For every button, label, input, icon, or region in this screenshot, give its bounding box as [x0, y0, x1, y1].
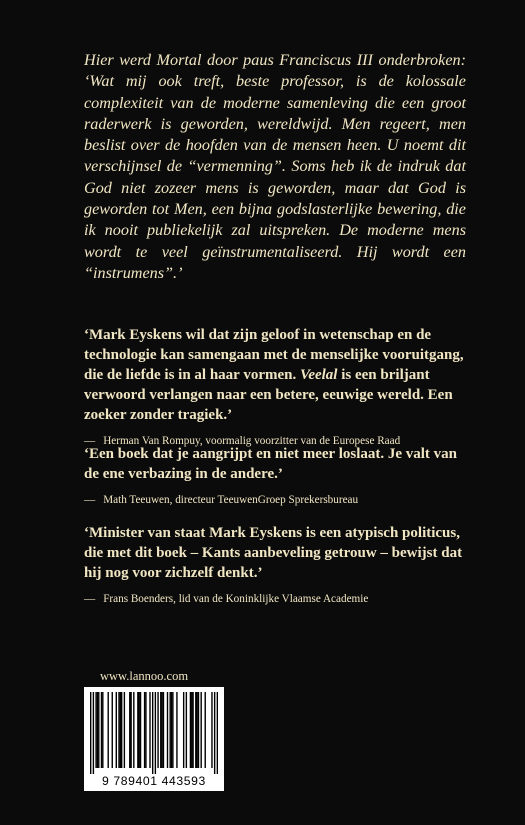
barcode-bar: [163, 692, 164, 768]
barcode-bar: [137, 692, 138, 768]
blurb-boenders: [84, 524, 474, 606]
barcode-bar: [171, 692, 172, 768]
barcode-bar: [198, 692, 199, 768]
barcode-bar: [196, 692, 197, 768]
barcode-bar: [139, 692, 140, 768]
blurb-quote-part: ‘Mark Eyskens wil dat zijn geloof in wetenschap en de technologie kan samengaan met de menselijke vooruitgang, die de liefde is in al haar vormen.: [84, 327, 464, 383]
blurb-quote: ‘Minister van staat Mark Eyskens is een atypisch politicus, die met dit boek – Kants aanbeveling getrouw – bewijst dat hij nog voor zichzelf denkt.’: [84, 525, 463, 581]
barcode-bar: [172, 692, 173, 768]
barcode-bar: [101, 692, 102, 768]
barcode-bar: [120, 692, 121, 768]
barcode-bars: [90, 692, 218, 774]
attribution-dash: —: [84, 434, 96, 447]
barcode-bar: [195, 692, 196, 768]
barcode-bar: [116, 692, 117, 768]
barcode-bar: [192, 692, 193, 768]
barcode-bar: [102, 692, 103, 768]
blurb-quote: [84, 326, 474, 426]
barcode-bar: [112, 692, 113, 768]
barcode-bar: [190, 692, 191, 768]
barcode-bar: [152, 692, 153, 774]
barcode-bar: [160, 692, 161, 768]
barcode-bar: [121, 692, 122, 768]
barcode-bar: [95, 692, 96, 768]
barcode-bar: [186, 692, 187, 768]
barcode-bar: [129, 692, 130, 768]
barcode-bar: [118, 692, 119, 768]
barcode-bar: [169, 692, 170, 768]
blurb-quote: ‘Een boek dat je aangrijpt en niet meer loslaat. Je valt van de ene verbazing in de andere.’: [84, 446, 458, 482]
barcode-bar: [183, 692, 184, 768]
barcode-bar: [93, 692, 94, 774]
barcode-bar: [155, 692, 156, 774]
barcode-bar: [97, 692, 98, 768]
blurb-attribution: [84, 493, 474, 507]
barcode-bar: [211, 692, 212, 768]
barcode-bar: [145, 692, 146, 768]
attribution-dash: —: [84, 493, 96, 506]
barcode-bar: [200, 692, 201, 768]
isbn-barcode: [84, 687, 224, 791]
barcode-bar: [124, 692, 125, 768]
blurb-teeuwen: [84, 445, 474, 507]
barcode-bar: [140, 692, 141, 768]
attribution-name: Frans Boenders, lid van de Koninklijke Vlaamse Academie: [103, 592, 369, 605]
blurb-attribution: [84, 592, 474, 606]
publisher-website: www.lannoo.com: [100, 669, 189, 683]
barcode-bar: [144, 692, 145, 768]
barcode-bar: [167, 692, 168, 768]
barcode-bar: [176, 692, 177, 768]
barcode-bar: [217, 692, 218, 774]
barcode-bar: [149, 692, 150, 768]
barcode-bar: [161, 692, 162, 768]
barcode-bar: [98, 692, 99, 768]
attribution-name: Herman Van Rompuy, voormalig voorzitter van de Europese Raad: [103, 434, 401, 447]
attribution-name: Math Teeuwen, directeur TeeuwenGroep Sprekersbureau: [103, 493, 359, 506]
attribution-dash: —: [84, 592, 96, 605]
isbn-number: 9 789401 443593: [102, 774, 206, 788]
barcode-bar: [90, 692, 91, 774]
barcode-bar: [108, 692, 109, 768]
book-title-emphasis: Veelal: [299, 366, 338, 383]
barcode-bar: [214, 692, 215, 774]
barcode-bar: [191, 692, 192, 768]
barcode-bar: [130, 692, 131, 768]
barcode-bar: [133, 692, 134, 768]
barcode-bar: [157, 692, 158, 768]
blurb-quote-part: is een briljant verwoord verlangen naar een betere, eeuwige wereld. Een zoeker zonder tragiek.’: [84, 366, 453, 423]
barcode-bar: [205, 692, 206, 768]
blurb-van-rompuy: [84, 326, 474, 448]
intro-excerpt: Hier werd Mortal door paus Franciscus III onderbroken: ‘Wat mij ook treft, beste professor, is de kolossale complexiteit van de moderne samenleving die een groot raderwerk is geworden, wereldwijd. Men regeert, men beslist over de hoofden van de mensen heen. U noemt dit verschijnsel de “vermenning”. Soms heb ik de indruk dat God niet zozeer mens is geworden, maar dat God is geworden tot Men, een bijna godslasterlijke bewering, die ik nooit publiekelijk zal uitspreken. De moderne mens wordt te veel geïnstrumentaliseerd. Hij wordt een “instrumens”.’: [84, 51, 466, 282]
